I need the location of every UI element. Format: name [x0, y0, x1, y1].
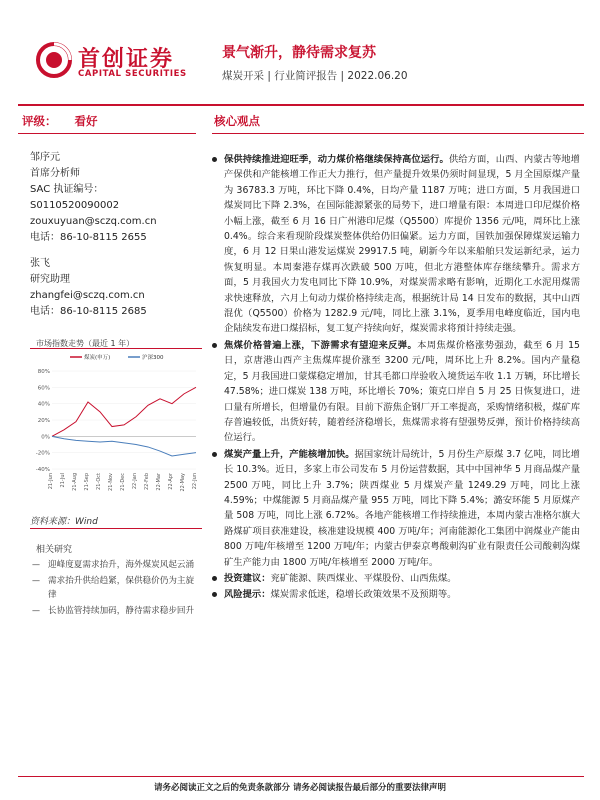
paragraph-text: 本周焦煤价格涨势强劲，截至 6 月 15 日，京唐港山西产主焦煤库提价涨至 3200 元/吨，周环比上升 8.2%。国内产量稳定，5 月我国进口蒙煤稳定增加，甘其毛都口岸验收入境货运车收 1.1 万辆，环比增长 47.58%；进口煤炭 138 万吨，环比增长 70%；策克口岸自 5 月 25 日恢复进口，进口量有所增长，但增量仍有限。目前下游焦企钢厂开工率提高，采购情绪积极，煤矿库存普遍较低，出货好转，随着经济稳增长，焦煤需求将有望强势反弹，预计价格持续高位运行。 — [224, 339, 580, 444]
x-tick-label: 22-Jan — [132, 473, 138, 490]
analyst-phone: 电话：86-10-8115 2655 — [30, 232, 147, 243]
legend-label: 沪深300 — [142, 355, 164, 361]
rating-value: 看好 — [74, 114, 98, 128]
paragraph-text: 据国家统计局统计，5 月份生产原煤 3.7 亿吨，同比增长 10.3%。近日，多家上市公司发布 5 月份运营数据，其中中国神华 5 月商品煤产量 2500 万吨，同比上升 3.7%；陕西煤业 5 月煤炭产量 1249.29 万吨，同比上涨 4.59%；中煤能源 5 月商品煤产量 955 万吨，同比下降 5.4%；潞安环能 5 月原煤产量 508 万吨，同比上涨 6.72%。各地产能核增工作持续推进，本周内蒙古准格尔旗大路煤矿项目获准建设，核准建设规模 400 万吨/年；河南能源化工集团中润煤业产能由 800 万吨/年核增至 1200 万吨/年；内蒙古伊泰京粤酸刺沟矿业有限责任公司酸刺沟煤矿生产能力由 1800 万吨/年核增至 2000 万吨/年。 — [224, 448, 580, 568]
related-item[interactable]: — 长协监管持续加码，静待需求稳步回升 — [30, 604, 202, 618]
y-tick-label: 80% — [37, 369, 50, 375]
body-paragraph — [224, 587, 580, 602]
analyst-phone: 电话：86-10-8115 2685 — [30, 306, 147, 317]
bullet-icon — [212, 592, 217, 597]
x-tick-label: 22-May — [180, 473, 186, 492]
paragraph-text: 兖矿能源、陕西煤业、平煤股份、山西焦煤。 — [270, 572, 457, 584]
x-tick-label: 21-Jun — [48, 473, 54, 490]
capital-securities-logo-icon — [36, 42, 72, 78]
body-paragraph — [224, 571, 580, 586]
left-divider — [18, 133, 196, 134]
core-views-body — [224, 152, 580, 604]
x-tick-label: 21-Sep — [84, 473, 90, 491]
chart-title: 市场指数走势（最近 1 年） — [36, 339, 135, 348]
x-tick-label: 22-Apr — [168, 473, 174, 490]
footer-disclaimer: 请务必阅读正文之后的免责条款部分 请务必阅读报告最后部分的重要法律声明 — [154, 783, 446, 793]
analyst-email[interactable]: zhangfei@sczq.com.cn — [30, 290, 145, 301]
analyst-card-1 — [30, 150, 157, 246]
logo-english-name: CAPITAL SECURITIES — [78, 69, 187, 79]
x-tick-label: 22-Feb — [144, 473, 150, 491]
chart-source: 资料来源：Wind — [30, 517, 98, 527]
body-paragraph — [224, 152, 580, 337]
related-item[interactable]: — 需求抬升供给趋紧，保供稳价仍为主旋律 — [30, 574, 202, 602]
analyst-email[interactable]: zouxuyuan@sczq.com.cn — [30, 216, 157, 227]
y-tick-label: 40% — [37, 401, 50, 408]
paragraph-text: 供给方面，山西、内蒙古等地增产保供和产能核增工作正大力推行，但产量提升效果仍须时间显现，5 月全国原煤产量为 36783.3 万吨，环比下降 0.4%，日均产量 1187 万吨；进口方面，5 月我国进口煤炭同比下降 2.3%，在国际能源紧张的局势下，进口增量有限：本周进口印尼煤价格小幅上涨，截至 6 月 16 日广州港印尼煤（Q5500）库提价 1356 元/吨，周环比上涨 0.4%。综合来看现阶段煤炭整体供给仍旧偏紧。运力方面，国铁加强保障煤炭运输力度，6 月 12 日果山港发运煤炭 29917.5 吨，刷新今年以来船舶只发运新纪录，运力恢复明显。本周秦港存煤再次跌破 500 万吨，但北方港整体库存继续攀升。需求方面，5 月我国火力发电同比下降 10.9%，对煤炭需求略有影响，近期化工水泥用煤需求快速释放，六月上旬动力煤价格持续走高，根据统计局 14 日发布的数据，其中山西混优（Q5500）价格为 1282.9 元/吨，同比上涨 3.1%，夏季用电峰度临近，国内电企陆续发布进口煤招标，复工复产持续向好，煤炭需求将預计持续走强。 — [224, 154, 580, 335]
x-tick-label: 22-Mar — [156, 473, 162, 491]
core-views-heading: 核心观点 — [214, 114, 260, 128]
body-paragraph — [224, 338, 580, 446]
paragraph-text: 煤炭需求低迷，稳增长政策效果不及预期等。 — [270, 589, 457, 601]
footer-divider — [18, 776, 584, 777]
analyst-sac-number: S0110520090002 — [30, 200, 120, 211]
related-research-list — [30, 558, 202, 620]
report-title: 景气渐升，静待需求复苏 — [222, 45, 376, 61]
paragraph-lead: 风险提示： — [224, 589, 271, 601]
analyst-card-2 — [30, 256, 147, 320]
paragraph-lead: 投资建议： — [224, 572, 271, 584]
y-tick-label: -40% — [35, 467, 50, 473]
bullet-icon — [212, 576, 217, 581]
company-logo — [36, 42, 196, 82]
x-tick-label: 22-Jun — [192, 473, 198, 490]
body-paragraph — [224, 447, 580, 570]
report-meta: 煤炭开采 | 行业简评报告 | 2022.06.20 — [222, 70, 408, 82]
header-divider — [18, 104, 584, 106]
x-tick-label: 21-Oct — [96, 473, 102, 490]
series-line-1 — [52, 387, 196, 436]
series-line-2 — [52, 436, 196, 456]
x-tick-label: 21-Jul — [60, 473, 66, 488]
related-research-heading: 相关研究 — [36, 545, 73, 555]
bullet-icon — [212, 157, 217, 162]
x-tick-label: 21-Dec — [120, 473, 126, 491]
analyst-role: 研究助理 — [30, 274, 70, 285]
paragraph-lead: 焦煤价格普遍上涨，下游需求有望迎来反弹。 — [224, 339, 418, 351]
chart-svg — [30, 349, 202, 509]
market-index-chart — [30, 348, 202, 509]
analyst-sac-label: SAC 执证编号： — [30, 184, 104, 195]
y-tick-label: 60% — [37, 385, 50, 392]
source-divider — [30, 528, 202, 529]
bullet-icon — [212, 343, 217, 348]
analyst-role: 首席分析师 — [30, 168, 80, 179]
bullet-icon — [212, 452, 217, 457]
rating — [22, 113, 116, 129]
related-item[interactable]: — 迎峰度夏需求抬升，海外煤炭风起云涌 — [30, 558, 202, 572]
paragraph-lead: 保供持续推进迎旺季，动力煤价格继续保持高位运行。 — [224, 154, 449, 165]
y-tick-label: 0% — [41, 434, 50, 441]
x-tick-label: 21-Aug — [72, 473, 78, 491]
analyst-name: 邹序元 — [30, 152, 60, 163]
x-tick-label: 21-Nov — [108, 473, 114, 491]
rating-label: 评级： — [22, 114, 57, 128]
analyst-name: 张飞 — [30, 258, 50, 269]
legend-label: 煤炭(申万) — [84, 355, 111, 361]
right-divider — [212, 133, 584, 134]
paragraph-lead: 煤炭产量上升，产能核增加快。 — [224, 448, 355, 460]
y-tick-label: -20% — [35, 450, 50, 457]
y-tick-label: 20% — [37, 418, 50, 424]
logo-chinese-name: 首创证券 — [78, 47, 175, 72]
